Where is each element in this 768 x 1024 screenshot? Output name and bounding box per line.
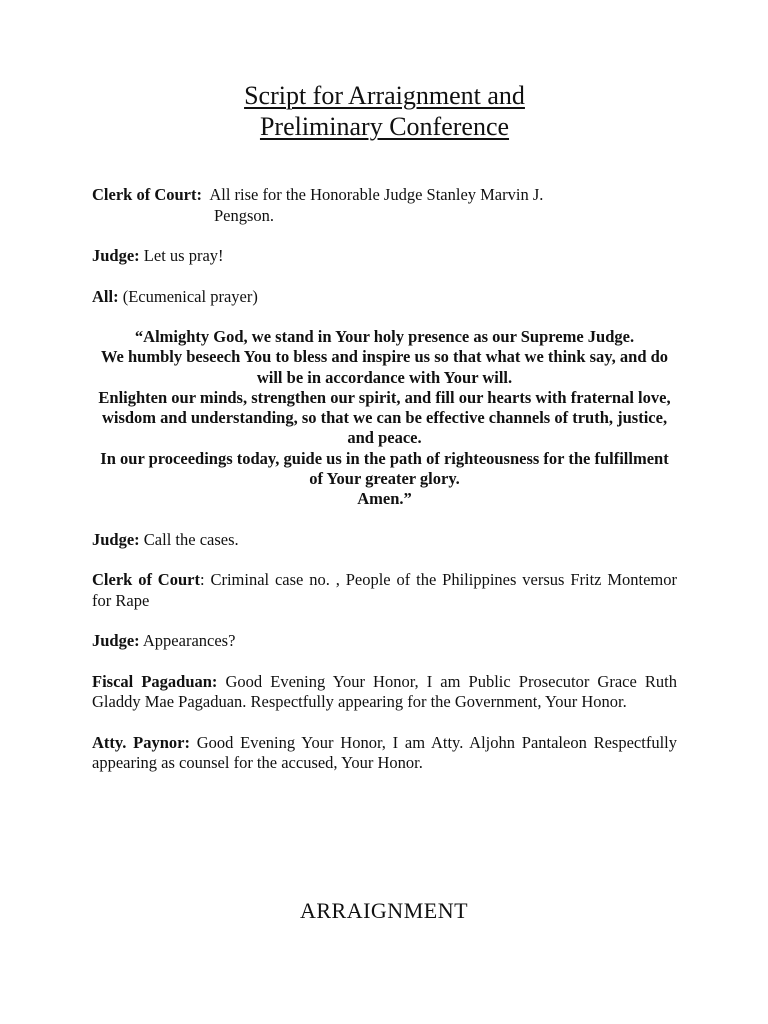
prayer-line: Amen.” xyxy=(357,489,412,509)
dialogue-clerk-case xyxy=(92,570,677,611)
speaker-label: All: xyxy=(92,286,119,306)
dialogue-text: Call the cases. xyxy=(143,529,239,549)
dialogue-text: Good Evening Your Honor, I am Public Prosecutor Grace Ruth Gladdy Mae Pagaduan. Respectfully appearing for the Government, Your Honor. xyxy=(92,671,677,712)
speaker-label: Fiscal Pagaduan: xyxy=(92,671,218,691)
ecumenical-prayer xyxy=(92,327,677,510)
title-line-2: Preliminary Conference xyxy=(259,112,510,141)
dialogue-text-continued: Pengson. xyxy=(214,205,275,225)
dialogue-clerk-opening xyxy=(92,185,677,226)
speaker-label: Judge: xyxy=(92,631,140,651)
document-page xyxy=(92,80,677,794)
dialogue-text: : Criminal case no. , People of the Philippines versus Fritz Montemor for Rape xyxy=(92,570,678,610)
dialogue-all-prayer xyxy=(92,287,677,308)
dialogue-text: Let us pray! xyxy=(143,246,224,265)
dialogue-text: Appearances? xyxy=(142,631,236,651)
dialogue-text: (Ecumenical prayer) xyxy=(122,286,258,306)
dialogue-judge-pray xyxy=(92,246,677,267)
speaker-label: Clerk of Court: xyxy=(92,185,202,204)
document-title xyxy=(92,80,677,142)
dialogue-text: Good Evening Your Honor, I am Atty. Aljohn Pantaleon Respectfully appearing as counsel for the accused, Your Honor. xyxy=(92,732,677,773)
section-heading-arraignment: ARRAIGNMENT xyxy=(299,898,469,923)
prayer-line: Enlighten our minds, strengthen our spirit, and fill our hearts with fraternal love, wisdom and understanding, so that we can be effective channels of truth, justice, and peace. xyxy=(98,387,671,448)
dialogue-defense xyxy=(92,733,677,774)
speaker-label: Clerk of Court xyxy=(92,570,200,590)
prayer-line: “Almighty God, we stand in Your holy presence as our Supreme Judge. xyxy=(134,327,635,346)
title-line-1: Script for Arraignment and xyxy=(244,81,525,110)
speaker-label: Judge: xyxy=(92,529,140,549)
prayer-line: We humbly beseech You to bless and inspire us so that what we think say, and do will be in accordance with Your will. xyxy=(100,347,669,387)
dialogue-judge-appearances xyxy=(92,631,677,652)
prayer-line: In our proceedings today, guide us in the path of righteousness for the fulfillment of Your greater glory. xyxy=(100,448,669,489)
dialogue-judge-call xyxy=(92,530,677,551)
dialogue-fiscal xyxy=(92,672,677,713)
dialogue-text: All rise for the Honorable Judge Stanley Marvin J. xyxy=(209,185,544,204)
speaker-label: Judge: xyxy=(92,246,140,265)
speaker-label: Atty. Paynor: xyxy=(92,732,190,752)
